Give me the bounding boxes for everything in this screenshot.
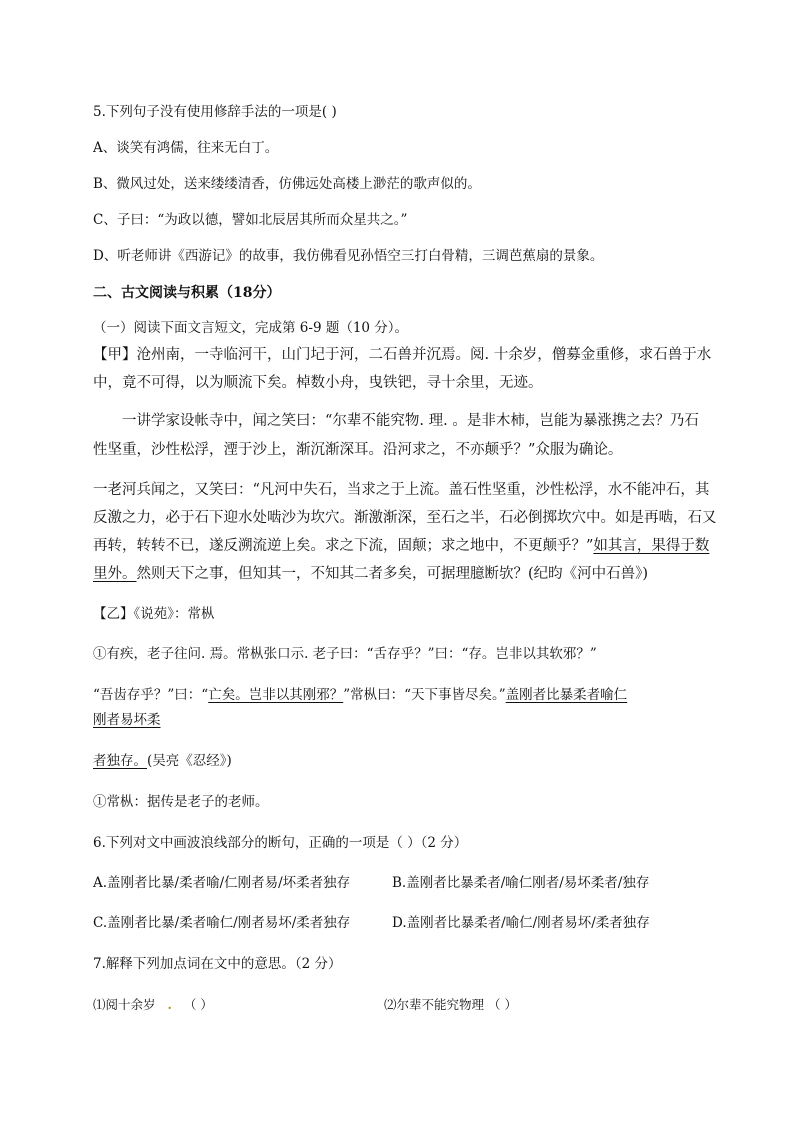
jia-p3-line3 xyxy=(93,539,709,554)
yi-line2-b: ”常枞曰：“天下事皆尽矣。” xyxy=(343,687,506,703)
q7-stem: 7.解释下列加点词在文中的意思。（2 分） xyxy=(93,956,342,972)
q6-option-b: B.盖刚者比暴柔者/喻仁刚者/易坏柔者/独存 xyxy=(392,875,650,891)
yi-footnote: ①常枞：据传是老子的老师。 xyxy=(93,794,269,810)
q6-option-a: A.盖刚者比暴/柔者喻/仁刚者易/坏柔者独存 xyxy=(93,875,351,891)
yi-line2-a: “吾齿存乎？”曰：“ xyxy=(93,687,209,703)
jia-p3-line2: 反激之力，必于石下迎水处啮沙为坎穴。渐激渐深，至石之半，石必倒掷坎穴中。如是再啮，石又 xyxy=(93,510,717,526)
jia-p2-line1: 一讲学家设帐寺中，闻之笑曰：“尔辈不能究物. 理. 。是非木柿，岂能为暴涨携之去？乃石 xyxy=(93,413,699,429)
yi-line4-underlined: 者独存。 xyxy=(93,753,147,769)
yi-line2-underlined-2: 盖刚者比暴柔者喻仁 xyxy=(505,687,628,703)
yi-line2-underlined-1: 亡矣。岂非以其刚邪？ xyxy=(208,687,344,703)
jia-p3-line1: 一老河兵闻之，又笑曰：“凡河中失石，当求之于上流。盖石性坚重，沙性松浮，水不能冲石，其 xyxy=(93,482,710,498)
section-heading: 二、古文阅读与积累（18分） xyxy=(93,285,281,301)
yi-line4-text: (吴亮《忍经》) xyxy=(147,753,232,769)
q5-option-a: A、谈笑有鸿儒，往来无白丁。 xyxy=(93,140,279,156)
q5-option-c: C、子曰：“为政以德，譬如北辰居其所而众星共之。” xyxy=(93,212,408,228)
q6-stem: 6.下列对文中画波浪线部分的断句，正确的一项是（ ）（2 分） xyxy=(93,835,468,851)
yi-title: 【乙】《说苑》：常枞 xyxy=(93,606,215,622)
jia-p2-line2: 性坚重，沙性松浮，湮于沙上，渐沉渐深耳。沿河求之，不亦颠乎？”众服为确论。 xyxy=(93,442,623,458)
q7-item-2: ⑵尔辈不能究物理 （ ） xyxy=(384,997,517,1012)
q6-option-c: C.盖刚者比暴/柔者喻仁/刚者易坏/柔者独存 xyxy=(93,915,351,931)
yi-line1: ①有疾，老子往问. 焉。常枞张口示. 老子曰：“舌存乎？”曰：“存。岂非以其软邪？” xyxy=(93,646,597,662)
jia-p3-line3-underlined: 如其言，果得于数 xyxy=(593,538,710,554)
section-intro: （一）阅读下面文言短文，完成第 6-9 题（10 分）。 xyxy=(93,320,409,336)
q6-option-d: D.盖刚者比暴柔者/喻仁/刚者易坏/柔者独存 xyxy=(392,915,650,931)
yi-line3 xyxy=(93,714,161,728)
yi-line2 xyxy=(93,689,627,703)
q5-option-b: B、微风过处，送来缕缕清香，仿佛远处高楼上渺茫的歌声似的。 xyxy=(93,176,481,192)
jia-p1-line2: 中，竟不可得，以为顺流下矣。棹数小舟，曳铁钯，寻十余里，无迹。 xyxy=(93,375,543,391)
q5-option-d: D、听老师讲《西游记》的故事，我仿佛看见孙悟空三打白骨精，三调芭蕉扇的景象。 xyxy=(93,248,604,264)
q7-item-1 xyxy=(93,999,213,1012)
emphasis-dot: . xyxy=(167,997,172,1012)
jia-p3-line4-underlined: 里外。 xyxy=(93,566,137,582)
jia-p3-line4-text: 然则天下之事，但知其一，不知其二者多矣，可据理臆断欤？(纪昀《河中石兽》) xyxy=(136,566,649,582)
q7-item-1-text: ⑴阅十余岁 xyxy=(93,997,156,1012)
jia-p3-line3-text: 再转，转转不已，遂反溯流逆上矣。求之下流，固颠；求之地中，不更颠乎？” xyxy=(93,538,594,554)
jia-p1-line1: 【甲】沧州南，一寺临河干，山门圮于河，二石兽并沉焉。阅. 十余岁，僧募金重修，求石兽于水 xyxy=(93,347,712,363)
q5-stem: 5.下列句子没有使用修辞手法的一项是( ) xyxy=(93,104,337,120)
jia-p3-line4 xyxy=(93,567,648,582)
yi-line4 xyxy=(93,755,232,769)
yi-line3-underlined: 刚者易坏柔 xyxy=(93,712,161,728)
q7-item-1-blank: （ ） xyxy=(183,997,213,1012)
